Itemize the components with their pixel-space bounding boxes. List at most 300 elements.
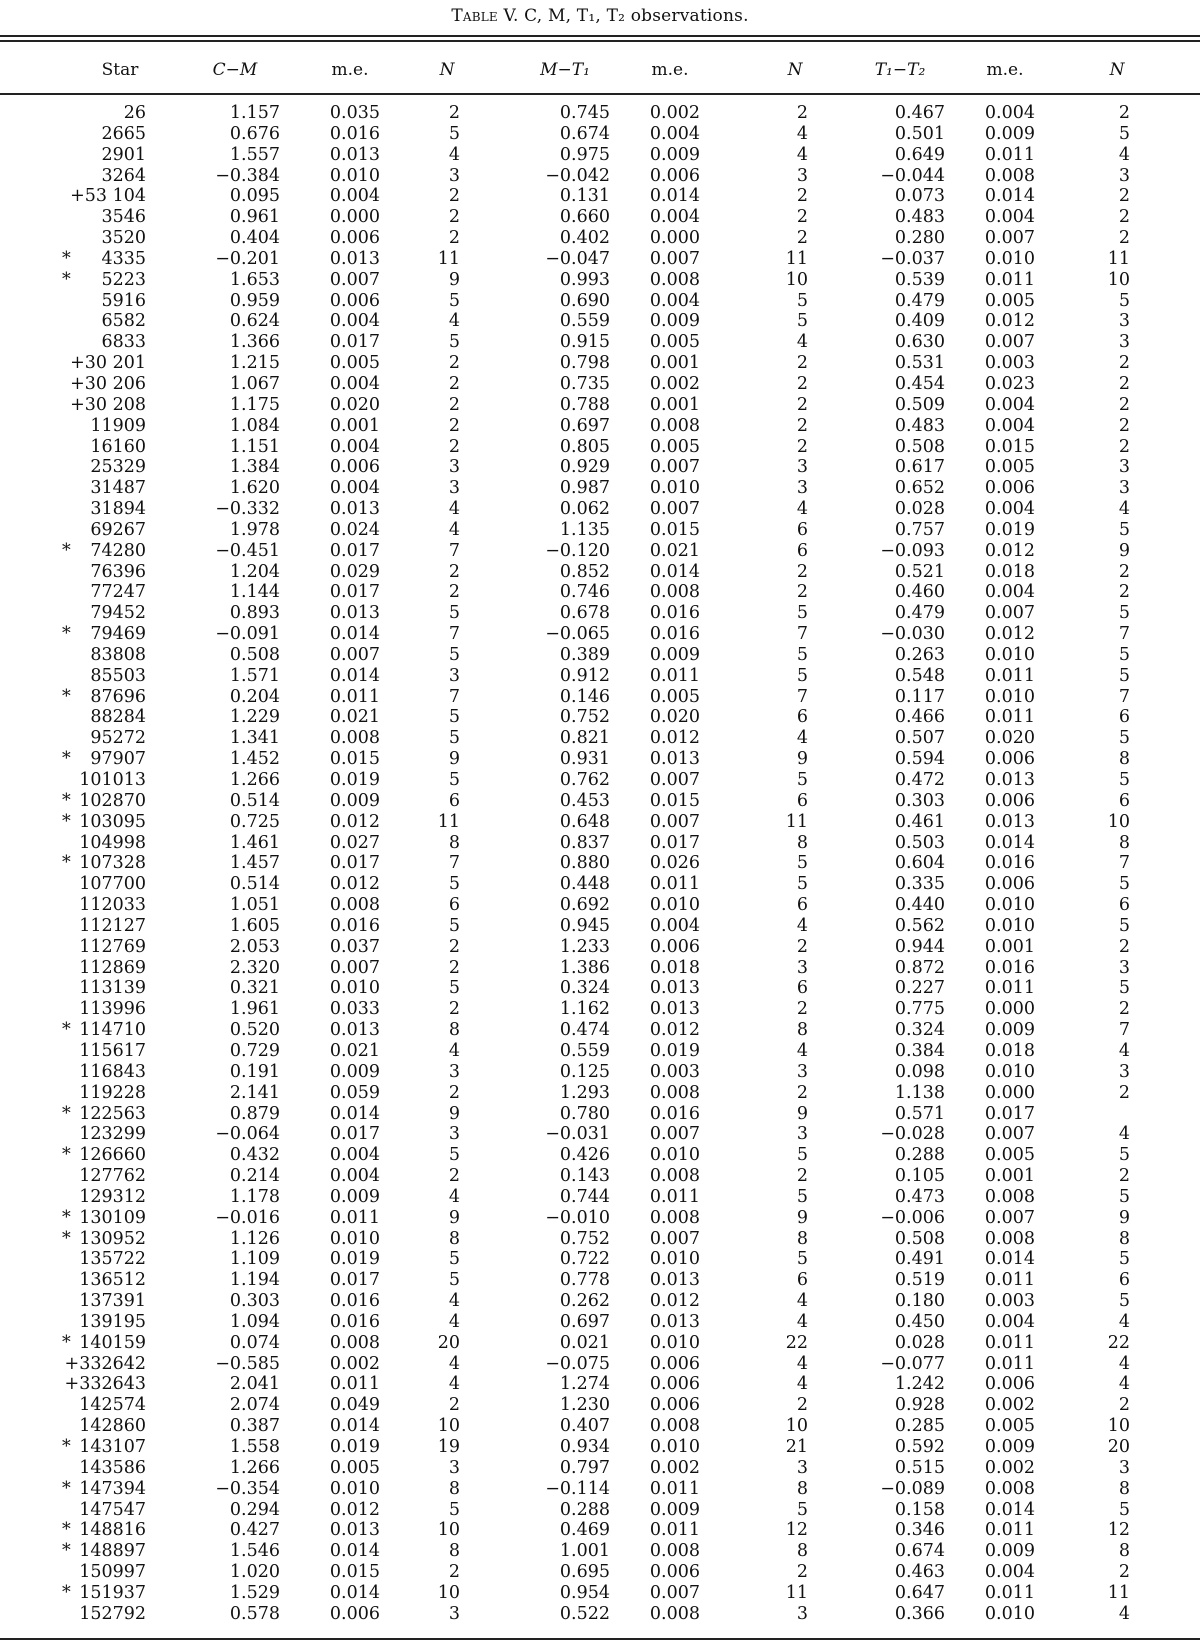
cell-t1-t2: −0.044 bbox=[880, 165, 945, 186]
cell-n-1: 9 bbox=[448, 749, 460, 770]
cell-m-t1: 0.934 bbox=[559, 1437, 610, 1457]
cell-c-m: 1.266 bbox=[229, 1457, 280, 1478]
cell-m-t1: 0.674 bbox=[559, 123, 610, 144]
star-id: 137391 bbox=[79, 1291, 146, 1312]
cell-t1-t2: 0.491 bbox=[894, 1249, 945, 1270]
cell-me-3: 0.002 bbox=[984, 1395, 1035, 1416]
cell-t1-t2: 0.519 bbox=[894, 1270, 945, 1291]
cell-me-3: 0.010 bbox=[984, 1603, 1035, 1624]
star-id: 152792 bbox=[79, 1603, 146, 1624]
cell-me-2: 0.006 bbox=[649, 165, 700, 186]
cell-n-1: 7 bbox=[448, 686, 460, 707]
table-row bbox=[0, 1562, 1200, 1583]
table-row bbox=[0, 1270, 1200, 1291]
cell-n-2: 5 bbox=[796, 1186, 808, 1207]
star-id: 3520 bbox=[101, 228, 146, 249]
cell-t1-t2: 0.073 bbox=[894, 186, 945, 207]
cell-n-3: 9 bbox=[1118, 1207, 1130, 1228]
cell-n-1: 9 bbox=[448, 1103, 460, 1124]
header-me-3: m.e. bbox=[986, 60, 1024, 80]
cell-n-1: 5 bbox=[448, 874, 460, 895]
cell-n-3: 20 bbox=[1107, 1437, 1130, 1457]
cell-me-3: 0.008 bbox=[984, 165, 1035, 186]
star-marker: * bbox=[62, 811, 71, 832]
cell-n-3: 4 bbox=[1118, 1353, 1130, 1374]
cell-me-1: 0.014 bbox=[329, 665, 380, 686]
cell-me-2: 0.013 bbox=[649, 749, 700, 770]
cell-n-2: 2 bbox=[796, 1082, 808, 1103]
cell-me-3: 0.011 bbox=[984, 1332, 1035, 1353]
cell-me-1: 0.020 bbox=[329, 394, 380, 415]
cell-me-1: 0.024 bbox=[329, 519, 380, 540]
star-marker: * bbox=[62, 1437, 71, 1457]
cell-m-t1: 0.021 bbox=[559, 1332, 610, 1353]
cell-n-3: 8 bbox=[1118, 1478, 1130, 1499]
cell-n-3: 4 bbox=[1118, 1311, 1130, 1332]
table-row bbox=[0, 291, 1200, 312]
cell-m-t1: 0.522 bbox=[559, 1603, 610, 1624]
cell-t1-t2: 0.467 bbox=[894, 103, 945, 123]
cell-n-1: 5 bbox=[448, 1270, 460, 1291]
table-row bbox=[0, 728, 1200, 749]
cell-t1-t2: −0.077 bbox=[880, 1353, 945, 1374]
cell-t1-t2: 0.521 bbox=[894, 561, 945, 582]
bottom-rule bbox=[0, 1638, 1200, 1640]
cell-me-2: 0.016 bbox=[649, 603, 700, 624]
cell-m-t1: 1.001 bbox=[559, 1541, 610, 1562]
cell-n-1: 2 bbox=[448, 957, 460, 978]
cell-n-3: 2 bbox=[1118, 436, 1130, 457]
cell-n-1: 5 bbox=[448, 728, 460, 749]
cell-n-3: 2 bbox=[1118, 1166, 1130, 1187]
cell-m-t1: 0.880 bbox=[559, 853, 610, 874]
cell-me-2: 0.007 bbox=[649, 457, 700, 478]
star-marker: * bbox=[62, 1228, 71, 1249]
cell-m-t1: 0.954 bbox=[559, 1582, 610, 1603]
cell-me-2: 0.013 bbox=[649, 978, 700, 999]
table-row bbox=[0, 541, 1200, 562]
cell-n-2: 2 bbox=[796, 436, 808, 457]
cell-me-2: 0.014 bbox=[649, 186, 700, 207]
cell-t1-t2: 0.515 bbox=[894, 1457, 945, 1478]
cell-me-2: 0.001 bbox=[649, 394, 700, 415]
cell-n-1: 2 bbox=[448, 436, 460, 457]
cell-c-m: 1.461 bbox=[229, 832, 280, 853]
cell-me-3: 0.014 bbox=[984, 1249, 1035, 1270]
table-row bbox=[0, 1604, 1200, 1625]
cell-m-t1: 0.821 bbox=[559, 728, 610, 749]
cell-me-3: 0.011 bbox=[984, 707, 1035, 728]
cell-n-1: 3 bbox=[448, 1124, 460, 1145]
star-id: 6833 bbox=[101, 332, 146, 353]
cell-me-3: 0.003 bbox=[984, 1291, 1035, 1312]
cell-me-3: 0.015 bbox=[984, 436, 1035, 457]
cell-me-1: 0.008 bbox=[329, 1332, 380, 1353]
cell-me-1: 0.004 bbox=[329, 436, 380, 457]
table-row bbox=[0, 1333, 1200, 1354]
cell-n-2: 7 bbox=[796, 624, 808, 645]
cell-n-2: 6 bbox=[796, 790, 808, 811]
cell-me-3: 0.008 bbox=[984, 1478, 1035, 1499]
cell-me-2: 0.002 bbox=[649, 103, 700, 123]
cell-me-1: 0.006 bbox=[329, 1603, 380, 1624]
cell-me-2: 0.001 bbox=[649, 353, 700, 374]
cell-m-t1: 0.746 bbox=[559, 582, 610, 603]
cell-n-1: 4 bbox=[448, 519, 460, 540]
cell-me-2: 0.013 bbox=[649, 999, 700, 1020]
cell-me-2: 0.016 bbox=[649, 1103, 700, 1124]
star-id: 26 bbox=[123, 103, 146, 123]
cell-n-2: 4 bbox=[796, 144, 808, 165]
cell-n-3: 2 bbox=[1118, 186, 1130, 207]
cell-m-t1: 0.912 bbox=[559, 665, 610, 686]
cell-m-t1: 0.448 bbox=[559, 874, 610, 895]
cell-c-m: 1.558 bbox=[229, 1437, 280, 1457]
cell-n-1: 2 bbox=[448, 561, 460, 582]
table-title: C, M, T₁, T₂ observations. bbox=[518, 6, 749, 26]
cell-n-2: 2 bbox=[796, 373, 808, 394]
cell-n-3: 5 bbox=[1118, 978, 1130, 999]
cell-c-m: 0.961 bbox=[229, 207, 280, 228]
cell-n-1: 8 bbox=[448, 1478, 460, 1499]
cell-n-3: 3 bbox=[1118, 332, 1130, 353]
cell-n-3: 2 bbox=[1118, 228, 1130, 249]
cell-n-2: 2 bbox=[796, 415, 808, 436]
cell-me-1: 0.021 bbox=[329, 707, 380, 728]
cell-me-3: 0.004 bbox=[984, 499, 1035, 520]
cell-me-2: 0.002 bbox=[649, 373, 700, 394]
cell-c-m: 0.729 bbox=[229, 1040, 280, 1061]
cell-m-t1: 1.386 bbox=[559, 957, 610, 978]
cell-n-3: 6 bbox=[1118, 790, 1130, 811]
cell-m-t1: 0.745 bbox=[559, 103, 610, 123]
cell-me-2: 0.000 bbox=[649, 228, 700, 249]
star-id: 113139 bbox=[79, 978, 146, 999]
star-id: 83808 bbox=[90, 644, 146, 665]
cell-me-1: 0.014 bbox=[329, 624, 380, 645]
table-row bbox=[0, 853, 1200, 874]
cell-m-t1: 0.852 bbox=[559, 561, 610, 582]
star-id: 136512 bbox=[79, 1270, 146, 1291]
cell-c-m: 0.321 bbox=[229, 978, 280, 999]
cell-t1-t2: 0.466 bbox=[894, 707, 945, 728]
cell-c-m: 1.229 bbox=[229, 707, 280, 728]
table-row bbox=[0, 1458, 1200, 1479]
cell-m-t1: 1.135 bbox=[559, 519, 610, 540]
cell-n-3: 8 bbox=[1118, 749, 1130, 770]
cell-n-2: 6 bbox=[796, 1270, 808, 1291]
cell-n-3: 2 bbox=[1118, 582, 1130, 603]
cell-me-2: 0.006 bbox=[649, 1374, 700, 1395]
cell-n-3: 5 bbox=[1118, 123, 1130, 144]
cell-n-3: 5 bbox=[1118, 1291, 1130, 1312]
cell-c-m: 1.557 bbox=[229, 144, 280, 165]
cell-n-1: 4 bbox=[448, 1186, 460, 1207]
table-row bbox=[0, 1520, 1200, 1541]
cell-n-3: 2 bbox=[1118, 1395, 1130, 1416]
cell-me-2: 0.003 bbox=[649, 1061, 700, 1082]
cell-n-3: 8 bbox=[1118, 1228, 1130, 1249]
star-id: 112869 bbox=[79, 957, 146, 978]
cell-me-1: 0.006 bbox=[329, 457, 380, 478]
table-row bbox=[0, 937, 1200, 958]
cell-t1-t2: 0.483 bbox=[894, 415, 945, 436]
cell-me-3: 0.018 bbox=[984, 1040, 1035, 1061]
cell-n-1: 2 bbox=[448, 353, 460, 374]
cell-me-1: 0.010 bbox=[329, 165, 380, 186]
table-row bbox=[0, 1166, 1200, 1187]
cell-n-3: 3 bbox=[1118, 1457, 1130, 1478]
cell-m-t1: −0.031 bbox=[545, 1124, 610, 1145]
table-row bbox=[0, 1229, 1200, 1250]
cell-n-3: 6 bbox=[1118, 895, 1130, 916]
table-row bbox=[0, 895, 1200, 916]
cell-me-3: 0.004 bbox=[984, 103, 1035, 123]
cell-t1-t2: 0.649 bbox=[894, 144, 945, 165]
cell-m-t1: 0.648 bbox=[559, 811, 610, 832]
star-id: 151937 bbox=[79, 1582, 146, 1603]
cell-m-t1: 0.762 bbox=[559, 770, 610, 790]
table-row bbox=[0, 1020, 1200, 1041]
cell-n-1: 2 bbox=[448, 1166, 460, 1187]
cell-me-1: 0.013 bbox=[329, 1020, 380, 1041]
table-row bbox=[0, 1145, 1200, 1166]
cell-m-t1: 0.262 bbox=[559, 1291, 610, 1312]
cell-n-2: 2 bbox=[796, 207, 808, 228]
cell-c-m: 1.157 bbox=[229, 103, 280, 123]
cell-n-1: 5 bbox=[448, 332, 460, 353]
cell-c-m: 0.074 bbox=[229, 1332, 280, 1353]
cell-t1-t2: 0.180 bbox=[894, 1291, 945, 1312]
table-row bbox=[0, 270, 1200, 291]
star-marker: * bbox=[62, 790, 71, 811]
cell-n-3: 5 bbox=[1118, 519, 1130, 540]
star-id: 107700 bbox=[79, 874, 146, 895]
table-row bbox=[0, 1479, 1200, 1500]
cell-t1-t2: 0.227 bbox=[894, 978, 945, 999]
cell-t1-t2: 0.158 bbox=[894, 1499, 945, 1520]
cell-m-t1: 1.293 bbox=[559, 1082, 610, 1103]
top-rule-inner bbox=[0, 40, 1200, 42]
table-row bbox=[0, 1291, 1200, 1312]
cell-n-3: 5 bbox=[1118, 1145, 1130, 1166]
cell-n-2: 3 bbox=[796, 457, 808, 478]
cell-t1-t2: 0.503 bbox=[894, 832, 945, 853]
cell-c-m: 2.053 bbox=[229, 936, 280, 957]
cell-n-2: 3 bbox=[796, 1603, 808, 1624]
cell-me-1: 0.015 bbox=[329, 749, 380, 770]
cell-n-2: 2 bbox=[796, 353, 808, 374]
star-id: 11909 bbox=[90, 415, 146, 436]
star-id: 148816 bbox=[79, 1520, 146, 1541]
cell-m-t1: 0.788 bbox=[559, 394, 610, 415]
cell-n-2: 6 bbox=[796, 519, 808, 540]
cell-m-t1: −0.114 bbox=[545, 1478, 610, 1499]
cell-n-1: 4 bbox=[448, 1311, 460, 1332]
cell-me-3: 0.007 bbox=[984, 1124, 1035, 1145]
cell-me-1: 0.016 bbox=[329, 1311, 380, 1332]
cell-n-1: 10 bbox=[437, 1416, 460, 1437]
cell-m-t1: 0.678 bbox=[559, 603, 610, 624]
cell-m-t1: 0.735 bbox=[559, 373, 610, 394]
cell-me-2: 0.005 bbox=[649, 332, 700, 353]
cell-me-3: 0.017 bbox=[984, 1103, 1035, 1124]
cell-n-2: 2 bbox=[796, 582, 808, 603]
cell-c-m: 1.204 bbox=[229, 561, 280, 582]
cell-c-m: 1.020 bbox=[229, 1562, 280, 1583]
cell-n-2: 3 bbox=[796, 1124, 808, 1145]
cell-t1-t2: 1.242 bbox=[894, 1374, 945, 1395]
cell-t1-t2: −0.006 bbox=[880, 1207, 945, 1228]
cell-t1-t2: −0.093 bbox=[880, 540, 945, 561]
cell-me-2: 0.009 bbox=[649, 1499, 700, 1520]
cell-me-1: 0.014 bbox=[329, 1541, 380, 1562]
cell-me-1: 0.007 bbox=[329, 644, 380, 665]
cell-c-m: 0.959 bbox=[229, 290, 280, 311]
cell-n-1: 4 bbox=[448, 1353, 460, 1374]
cell-me-1: 0.013 bbox=[329, 248, 380, 269]
star-id: 5223 bbox=[101, 269, 146, 290]
table-row bbox=[0, 687, 1200, 708]
cell-me-1: 0.000 bbox=[329, 207, 380, 228]
star-marker: * bbox=[62, 1207, 71, 1228]
cell-n-3: 11 bbox=[1107, 248, 1130, 269]
cell-n-2: 5 bbox=[796, 290, 808, 311]
star-id: 148897 bbox=[79, 1541, 146, 1562]
star-id: 103095 bbox=[79, 811, 146, 832]
cell-n-3: 2 bbox=[1118, 1562, 1130, 1583]
star-marker: * bbox=[62, 749, 71, 770]
cell-t1-t2: 0.652 bbox=[894, 478, 945, 499]
cell-t1-t2: 0.757 bbox=[894, 519, 945, 540]
cell-me-3: 0.010 bbox=[984, 915, 1035, 936]
cell-c-m: 2.320 bbox=[229, 957, 280, 978]
cell-n-3: 2 bbox=[1118, 936, 1130, 957]
cell-n-1: 3 bbox=[448, 1457, 460, 1478]
cell-m-t1: −0.047 bbox=[545, 248, 610, 269]
cell-c-m: 0.387 bbox=[229, 1416, 280, 1437]
cell-me-3: 0.006 bbox=[984, 874, 1035, 895]
cell-me-2: 0.010 bbox=[649, 1437, 700, 1457]
cell-me-2: 0.012 bbox=[649, 1020, 700, 1041]
cell-m-t1: 0.426 bbox=[559, 1145, 610, 1166]
cell-me-3: 0.001 bbox=[984, 1166, 1035, 1187]
cell-n-1: 5 bbox=[448, 1499, 460, 1520]
star-id: +30 201 bbox=[70, 353, 146, 374]
table-row bbox=[0, 1500, 1200, 1521]
cell-n-1: 5 bbox=[448, 978, 460, 999]
cell-c-m: 0.095 bbox=[229, 186, 280, 207]
star-id: 143586 bbox=[79, 1457, 146, 1478]
cell-me-2: 0.005 bbox=[649, 436, 700, 457]
cell-t1-t2: 0.098 bbox=[894, 1061, 945, 1082]
cell-n-3: 5 bbox=[1118, 915, 1130, 936]
cell-n-2: 6 bbox=[796, 707, 808, 728]
cell-t1-t2: 0.592 bbox=[894, 1437, 945, 1457]
cell-me-3: 0.012 bbox=[984, 540, 1035, 561]
table-row bbox=[0, 624, 1200, 645]
cell-n-1: 2 bbox=[448, 373, 460, 394]
cell-c-m: 1.546 bbox=[229, 1541, 280, 1562]
cell-n-2: 12 bbox=[785, 1520, 808, 1541]
cell-n-2: 6 bbox=[796, 895, 808, 916]
cell-n-2: 2 bbox=[796, 561, 808, 582]
cell-c-m: 1.653 bbox=[229, 269, 280, 290]
cell-me-1: 0.017 bbox=[329, 582, 380, 603]
cell-n-2: 11 bbox=[785, 248, 808, 269]
cell-me-3: 0.009 bbox=[984, 1020, 1035, 1041]
cell-n-3: 4 bbox=[1118, 499, 1130, 520]
cell-me-2: 0.015 bbox=[649, 790, 700, 811]
cell-me-2: 0.008 bbox=[649, 415, 700, 436]
cell-t1-t2: −0.030 bbox=[880, 624, 945, 645]
cell-t1-t2: 0.461 bbox=[894, 811, 945, 832]
cell-n-1: 8 bbox=[448, 1228, 460, 1249]
star-id: 3546 bbox=[101, 207, 146, 228]
cell-n-1: 2 bbox=[448, 186, 460, 207]
cell-me-1: 0.015 bbox=[329, 1562, 380, 1583]
cell-me-2: 0.002 bbox=[649, 1457, 700, 1478]
cell-m-t1: 0.697 bbox=[559, 1311, 610, 1332]
cell-n-3: 2 bbox=[1118, 1082, 1130, 1103]
cell-n-1: 5 bbox=[448, 1145, 460, 1166]
cell-m-t1: 1.162 bbox=[559, 999, 610, 1020]
cell-n-2: 4 bbox=[796, 1374, 808, 1395]
cell-me-3: 0.000 bbox=[984, 1082, 1035, 1103]
cell-me-1: 0.019 bbox=[329, 1249, 380, 1270]
cell-me-1: 0.010 bbox=[329, 978, 380, 999]
cell-me-1: 0.013 bbox=[329, 603, 380, 624]
table-row bbox=[0, 1041, 1200, 1062]
table-row bbox=[0, 1416, 1200, 1437]
cell-n-3: 2 bbox=[1118, 373, 1130, 394]
cell-t1-t2: 0.303 bbox=[894, 790, 945, 811]
star-id: 6582 bbox=[101, 311, 146, 332]
cell-c-m: 0.303 bbox=[229, 1291, 280, 1312]
cell-c-m: 1.178 bbox=[229, 1186, 280, 1207]
cell-c-m: −0.384 bbox=[215, 165, 280, 186]
cell-n-1: 9 bbox=[448, 1207, 460, 1228]
cell-c-m: 1.341 bbox=[229, 728, 280, 749]
table-row bbox=[0, 749, 1200, 770]
cell-n-1: 20 bbox=[437, 1332, 460, 1353]
cell-m-t1: 0.695 bbox=[559, 1562, 610, 1583]
table-row bbox=[0, 249, 1200, 270]
star-id: 123299 bbox=[79, 1124, 146, 1145]
cell-me-1: 0.019 bbox=[329, 770, 380, 790]
cell-n-3: 5 bbox=[1118, 1186, 1130, 1207]
cell-me-2: 0.008 bbox=[649, 1082, 700, 1103]
cell-m-t1: 1.274 bbox=[559, 1374, 610, 1395]
cell-me-3: 0.011 bbox=[984, 1353, 1035, 1374]
cell-m-t1: 0.324 bbox=[559, 978, 610, 999]
cell-n-3: 7 bbox=[1118, 624, 1130, 645]
star-id: 147394 bbox=[79, 1478, 146, 1499]
cell-me-3: 0.006 bbox=[984, 478, 1035, 499]
cell-t1-t2: 0.335 bbox=[894, 874, 945, 895]
star-id: 76396 bbox=[90, 561, 146, 582]
cell-me-2: 0.013 bbox=[649, 1311, 700, 1332]
cell-me-2: 0.011 bbox=[649, 874, 700, 895]
cell-me-1: 0.004 bbox=[329, 1145, 380, 1166]
cell-me-2: 0.010 bbox=[649, 895, 700, 916]
cell-m-t1: 0.660 bbox=[559, 207, 610, 228]
cell-n-3: 4 bbox=[1118, 1603, 1130, 1624]
cell-c-m: 1.067 bbox=[229, 373, 280, 394]
table-row bbox=[0, 374, 1200, 395]
cell-me-2: 0.004 bbox=[649, 207, 700, 228]
table-row bbox=[0, 978, 1200, 999]
